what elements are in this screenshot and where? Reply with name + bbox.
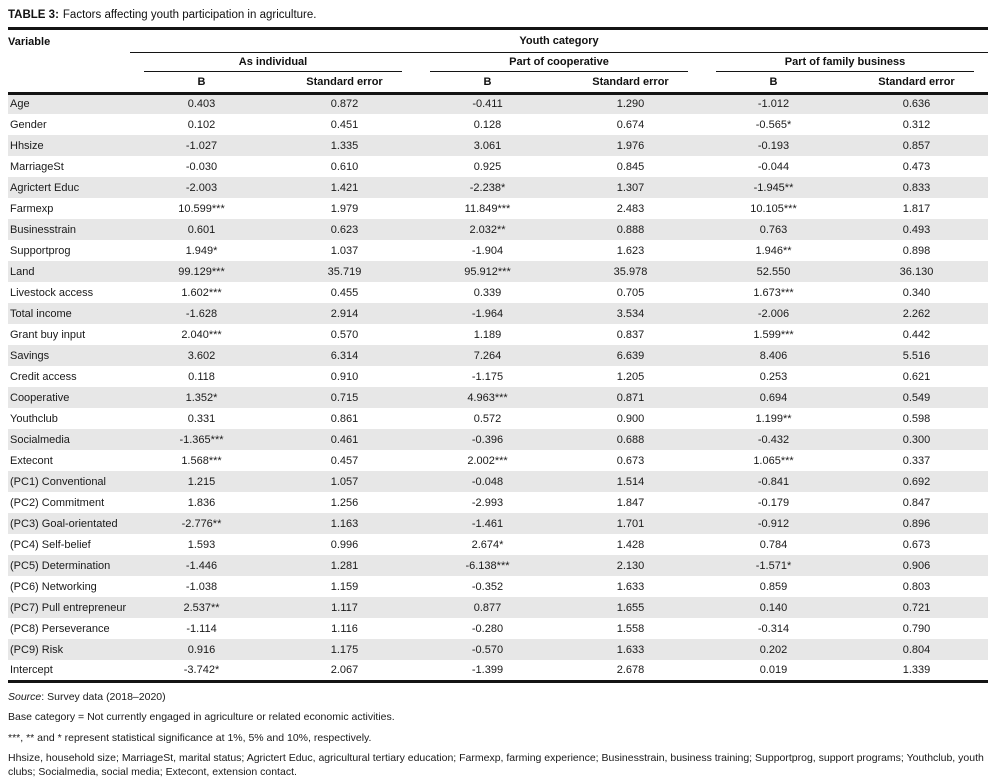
cell-value: -1.027 [185, 139, 218, 152]
table-row [8, 198, 988, 219]
row-variable: (PC5) Determination [10, 559, 111, 572]
table-row [8, 345, 988, 366]
cell-value: -1.399 [471, 663, 504, 676]
cell-value: 99.129*** [178, 265, 225, 278]
cell-value: 2.914 [330, 307, 359, 320]
table-row [8, 219, 988, 240]
cell-value: 1.116 [331, 622, 358, 635]
cell-value: -6.138*** [465, 559, 510, 572]
row-variable: (PC9) Risk [10, 643, 64, 656]
cell-value: 0.837 [616, 328, 645, 341]
cell-value: 35.719 [327, 265, 362, 278]
cell-value: 6.639 [616, 349, 645, 362]
cell-value: 0.442 [902, 328, 931, 341]
cell-value: 1.946** [755, 244, 792, 257]
cell-value: 0.019 [759, 663, 788, 676]
cell-value: 0.455 [330, 286, 359, 299]
cell-value: 0.898 [902, 244, 931, 257]
cell-value: 2.483 [616, 202, 645, 215]
cell-value: 1.949* [185, 244, 218, 257]
row-variable: (PC8) Perseverance [10, 622, 110, 635]
row-variable: (PC4) Self-belief [10, 538, 91, 551]
table-row [8, 156, 988, 177]
row-variable: Grant buy input [10, 328, 86, 341]
row-variable: Gender [10, 118, 47, 131]
source-label: Source [8, 690, 42, 703]
results-table [8, 30, 988, 683]
cell-value: 0.674 [616, 118, 645, 131]
table-row [8, 240, 988, 261]
cell-value: 1.256 [330, 496, 359, 509]
row-variable: Land [10, 265, 35, 278]
cell-value: 1.057 [330, 475, 359, 488]
cell-value: 0.845 [616, 160, 645, 173]
row-variable: Intercept [10, 663, 53, 676]
cell-value: 4.963*** [467, 391, 508, 404]
table-row [8, 450, 988, 471]
row-variable: Extecont [10, 454, 53, 467]
row-variable: Youthclub [10, 412, 58, 425]
cell-value: 0.610 [330, 160, 359, 173]
cell-value: 1.602*** [181, 286, 222, 299]
cell-value: 1.163 [330, 517, 359, 530]
cell-value: 1.189 [473, 328, 502, 341]
group-label: Part of family business [716, 54, 974, 72]
row-variable: (PC7) Pull entrepreneur [10, 601, 127, 614]
table-notes [8, 683, 988, 780]
cell-value: -0.565* [755, 118, 792, 131]
cell-value: 0.339 [473, 286, 502, 299]
cell-value: 2.678 [616, 663, 645, 676]
source-text: : Survey data (2018–2020) [41, 690, 166, 703]
cell-value: 0.473 [902, 160, 931, 173]
cell-value: 0.493 [902, 223, 931, 236]
cell-value: 0.896 [902, 517, 931, 530]
row-variable: Agrictert Educ [10, 181, 80, 194]
table-row [8, 114, 988, 135]
cell-value: 0.916 [187, 643, 216, 656]
cell-value: 0.888 [616, 223, 645, 236]
group-label: Part of cooperative [430, 54, 688, 72]
cell-value: 0.601 [187, 223, 216, 236]
col-header-variable: Variable [8, 30, 130, 93]
col-header-se-cooperative: Standard error [559, 72, 702, 93]
col-header-b-individual: B [130, 72, 273, 93]
row-variable: Total income [10, 307, 72, 320]
cell-value: -1.038 [185, 580, 218, 593]
cell-value: 0.871 [616, 391, 645, 404]
cell-value: 1.593 [187, 538, 216, 551]
cell-value: 0.673 [902, 538, 931, 551]
note-significance: ***, ** and * represent statistical significance at 1%, 5% and 10%, respectively. [8, 731, 372, 744]
cell-value: -1.904 [471, 244, 504, 257]
col-group-part-of-cooperative [416, 52, 702, 72]
cell-value: 1.199** [755, 412, 792, 425]
cell-value: 3.602 [187, 349, 216, 362]
cell-value: 8.406 [759, 349, 788, 362]
cell-value: 1.307 [616, 181, 645, 194]
cell-value: -0.411 [472, 98, 503, 111]
cell-value: 0.906 [902, 559, 931, 572]
cell-value: -0.314 [757, 622, 790, 635]
cell-value: 0.457 [330, 454, 359, 467]
cell-value: 0.784 [759, 538, 788, 551]
note-source [8, 691, 988, 705]
cell-value: 0.118 [188, 370, 215, 383]
table-title [8, 5, 988, 30]
table-header [8, 30, 988, 93]
cell-value: 1.117 [331, 601, 358, 614]
table-row [8, 597, 988, 618]
cell-value: 0.925 [473, 160, 502, 173]
table-row [8, 177, 988, 198]
row-variable: Supportprog [10, 244, 71, 257]
table-row [8, 408, 988, 429]
cell-value: 0.673 [616, 454, 645, 467]
cell-value: 1.623 [616, 244, 645, 257]
cell-value: -0.193 [757, 139, 790, 152]
cell-value: 1.159 [330, 580, 359, 593]
cell-value: -1.945** [753, 181, 794, 194]
table-row [8, 429, 988, 450]
cell-value: 0.621 [902, 370, 931, 383]
cell-value: -0.396 [471, 433, 504, 446]
cell-value: 1.065*** [753, 454, 794, 467]
cell-value: -0.432 [757, 433, 790, 446]
cell-value: 1.817 [902, 202, 931, 215]
cell-value: 0.572 [473, 412, 502, 425]
cell-value: -0.030 [185, 160, 218, 173]
table-row [8, 576, 988, 597]
cell-value: -2.006 [757, 307, 790, 320]
cell-value: 0.688 [616, 433, 645, 446]
table-row [8, 660, 988, 681]
cell-value: 1.633 [616, 643, 645, 656]
row-variable: Socialmedia [10, 433, 70, 446]
row-variable: Savings [10, 349, 50, 362]
cell-value: 0.847 [902, 496, 931, 509]
cell-value: 2.674* [471, 538, 504, 551]
cell-value: 0.570 [330, 328, 359, 341]
cell-value: 0.803 [902, 580, 931, 593]
cell-value: -0.280 [471, 622, 504, 635]
table-row [8, 261, 988, 282]
cell-value: 0.804 [902, 643, 931, 656]
cell-value: -0.912 [757, 517, 790, 530]
row-variable: MarriageSt [10, 160, 64, 173]
cell-value: 0.861 [330, 412, 359, 425]
cell-value: 0.312 [902, 118, 931, 131]
cell-value: 1.037 [330, 244, 359, 257]
cell-value: 1.976 [616, 139, 645, 152]
cell-value: 0.140 [759, 601, 788, 614]
cell-value: 6.314 [330, 349, 359, 362]
group-label: As individual [144, 54, 402, 72]
note-base-category: Base category = Not currently engaged in agriculture or related economic activities. [8, 711, 395, 724]
cell-value: 1.655 [616, 601, 645, 614]
cell-value: -0.841 [757, 475, 790, 488]
cell-value: 10.599*** [178, 202, 225, 215]
table-row [8, 282, 988, 303]
cell-value: 1.339 [902, 663, 931, 676]
row-variable: Farmexp [10, 202, 54, 215]
cell-value: 0.872 [330, 98, 359, 111]
cell-value: 2.002*** [467, 454, 508, 467]
cell-value: 0.337 [902, 454, 931, 467]
table-body [8, 93, 988, 681]
table-row [8, 513, 988, 534]
cell-value: 1.558 [616, 622, 645, 635]
table-row [8, 639, 988, 660]
cell-value: -1.571* [755, 559, 792, 572]
cell-value: 0.549 [902, 391, 931, 404]
cell-value: 1.701 [616, 517, 645, 530]
table-caption: Factors affecting youth participation in agriculture. [62, 9, 317, 21]
table-number: TABLE 3: [8, 9, 59, 21]
cell-value: 0.128 [473, 118, 502, 131]
cell-value: 2.537** [183, 601, 220, 614]
col-header-b-family-business: B [702, 72, 845, 93]
cell-value: 0.705 [616, 286, 645, 299]
cell-value: 1.290 [616, 98, 645, 111]
cell-value: 3.534 [616, 307, 645, 320]
cell-value: 1.421 [330, 181, 359, 194]
table-row [8, 534, 988, 555]
cell-value: 1.352* [185, 391, 218, 404]
cell-value: 0.910 [330, 370, 359, 383]
cell-value: 0.694 [759, 391, 788, 404]
cell-value: 0.623 [330, 223, 359, 236]
cell-value: -1.365*** [179, 433, 224, 446]
cell-value: 0.331 [187, 412, 216, 425]
table-row [8, 471, 988, 492]
cell-value: 0.715 [330, 391, 359, 404]
cell-value: 1.335 [330, 139, 359, 152]
cell-value: 1.847 [616, 496, 645, 509]
cell-value: 2.130 [616, 559, 645, 572]
col-header-se-individual: Standard error [273, 72, 416, 93]
note-abbreviations: Hhsize, household size; MarriageSt, marital status; Agrictert Educ, agricultural tertiary education; Farmexp, farming experience; Businesstrain, business training; Supportprog, support programs; Youthclub, youth clubs; Socialmedia, social media; Extecont, extension contact. [8, 752, 984, 779]
row-variable: Hhsize [10, 139, 44, 152]
cell-value: 5.516 [902, 349, 931, 362]
cell-value: 0.763 [759, 223, 788, 236]
table-row [8, 135, 988, 156]
row-variable: (PC1) Conventional [10, 475, 106, 488]
cell-value: 2.262 [902, 307, 931, 320]
cell-value: 1.836 [187, 496, 216, 509]
cell-value: 52.550 [756, 265, 791, 278]
cell-value: 0.102 [187, 118, 216, 131]
cell-value: 1.568*** [181, 454, 222, 467]
cell-value: 2.040*** [181, 328, 222, 341]
cell-value: -1.628 [185, 307, 218, 320]
cell-value: 0.300 [902, 433, 931, 446]
col-header-b-cooperative: B [416, 72, 559, 93]
cell-value: 1.599*** [753, 328, 794, 341]
cell-value: 95.912*** [464, 265, 511, 278]
table-row [8, 93, 988, 114]
cell-value: 0.859 [759, 580, 788, 593]
cell-value: 36.130 [899, 265, 934, 278]
row-variable: Credit access [10, 370, 77, 383]
cell-value: -0.048 [471, 475, 504, 488]
cell-value: 35.978 [613, 265, 648, 278]
cell-value: -1.114 [186, 622, 217, 635]
table-row [8, 324, 988, 345]
cell-value: 1.428 [616, 538, 645, 551]
cell-value: 0.857 [902, 139, 931, 152]
table-row [8, 387, 988, 408]
cell-value: 3.061 [473, 139, 502, 152]
cell-value: 0.461 [330, 433, 359, 446]
cell-value: -3.742* [183, 663, 220, 676]
cell-value: -1.461 [471, 517, 504, 530]
cell-value: -1.964 [471, 307, 504, 320]
cell-value: 2.067 [330, 663, 359, 676]
cell-value: 0.202 [759, 643, 788, 656]
cell-value: -2.238* [469, 181, 506, 194]
cell-value: 1.633 [616, 580, 645, 593]
cell-value: 0.692 [902, 475, 931, 488]
cell-value: 1.673*** [753, 286, 794, 299]
cell-value: 11.849*** [464, 202, 511, 215]
cell-value: 7.264 [473, 349, 502, 362]
cell-value: -0.570 [471, 643, 504, 656]
cell-value: 1.514 [616, 475, 645, 488]
cell-value: 0.900 [616, 412, 645, 425]
cell-value: 1.281 [330, 559, 359, 572]
cell-value: 1.205 [616, 370, 645, 383]
row-variable: (PC3) Goal-orientated [10, 517, 118, 530]
row-variable: Cooperative [10, 391, 70, 404]
cell-value: 0.451 [330, 118, 359, 131]
cell-value: -2.993 [471, 496, 504, 509]
table-row [8, 618, 988, 639]
cell-value: -1.446 [185, 559, 218, 572]
col-group-as-individual [130, 52, 416, 72]
cell-value: 0.403 [187, 98, 216, 111]
cell-value: 0.790 [902, 622, 931, 635]
cell-value: 10.105*** [750, 202, 797, 215]
cell-value: 0.721 [902, 601, 931, 614]
cell-value: 0.253 [759, 370, 788, 383]
table-row [8, 492, 988, 513]
cell-value: 1.175 [330, 643, 359, 656]
row-variable: (PC6) Networking [10, 580, 97, 593]
cell-value: -0.352 [471, 580, 504, 593]
row-variable: (PC2) Commitment [10, 496, 105, 509]
cell-value: -1.175 [471, 370, 504, 383]
cell-value: 1.979 [330, 202, 359, 215]
cell-value: 0.996 [330, 538, 359, 551]
table-row [8, 366, 988, 387]
row-variable: Age [10, 98, 30, 111]
cell-value: -2.003 [185, 181, 218, 194]
cell-value: -0.179 [757, 496, 790, 509]
col-group-part-of-family-business [702, 52, 988, 72]
cell-value: 0.877 [473, 601, 502, 614]
col-header-youth-category: Youth category [130, 30, 988, 52]
cell-value: 0.340 [902, 286, 931, 299]
cell-value: -1.012 [757, 98, 790, 111]
col-header-se-family-business: Standard error [845, 72, 988, 93]
cell-value: 0.636 [902, 98, 931, 111]
cell-value: 0.833 [902, 181, 931, 194]
cell-value: -0.044 [757, 160, 790, 173]
cell-value: 0.598 [902, 412, 931, 425]
cell-value: 1.215 [187, 475, 216, 488]
row-variable: Livestock access [10, 286, 94, 299]
cell-value: -2.776** [181, 517, 222, 530]
table-row [8, 555, 988, 576]
cell-value: 2.032** [469, 223, 506, 236]
table-row [8, 303, 988, 324]
row-variable: Businesstrain [10, 223, 77, 236]
